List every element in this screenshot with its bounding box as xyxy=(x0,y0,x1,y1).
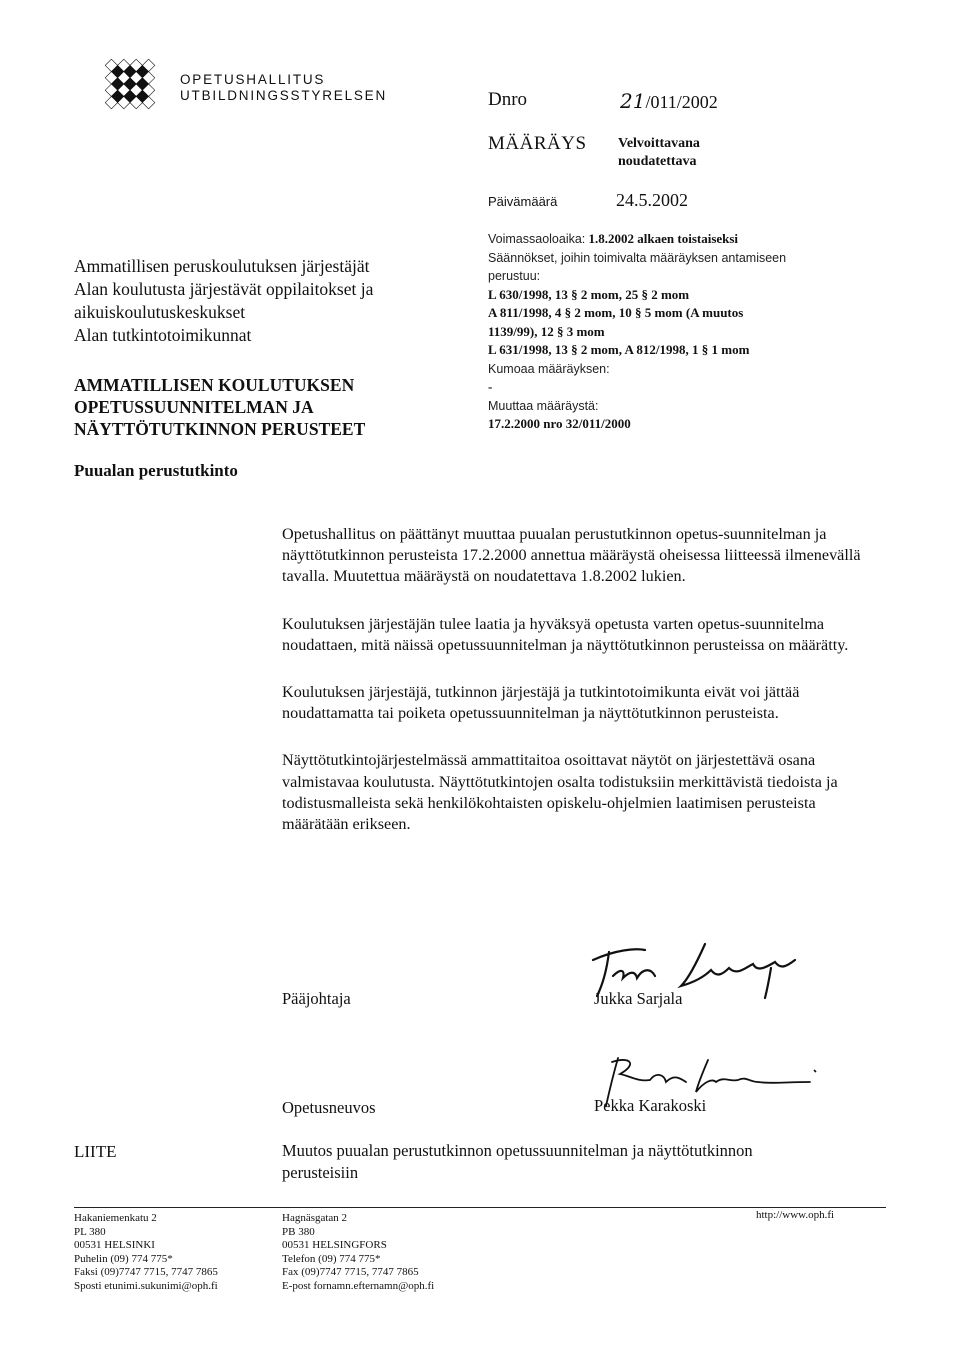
repeals-value: - xyxy=(488,379,493,394)
regulation-info xyxy=(488,230,848,434)
qualification-name: Puualan perustutkinto xyxy=(74,461,238,480)
recipients-list xyxy=(74,255,373,347)
signer-role: Opetusneuvos xyxy=(282,1098,376,1117)
date-value: 24.5.2002 xyxy=(616,190,688,210)
footer-line: Puhelin (09) 774 775* xyxy=(74,1252,173,1265)
basis-line: A 811/1998, 4 § 2 mom, 10 § 5 mom (A muutos xyxy=(488,305,744,320)
body-paragraph: Koulutuksen järjestäjä, tutkinnon järjestäjä ja tutkintotoimikunta eivät voi jättää noudattamatta tai poiketa opetussuunnitelman ja näyttötutkinnon perusteista. xyxy=(282,683,800,723)
org-name-sv: UTBILDNINGSSTYRELSEN xyxy=(180,88,388,103)
attachment-line: Muutos puualan perustutkinnon opetussuunnitelman ja näyttötutkinnon xyxy=(282,1141,753,1160)
signer-name: Pekka Karakoski xyxy=(594,1096,707,1115)
attachment-label: LIITE xyxy=(74,1142,117,1161)
decision-body xyxy=(282,524,882,861)
amends-label: Muuttaa määräystä: xyxy=(488,398,599,413)
footer-line: Sposti etunimi.sukunimi@oph.fi xyxy=(74,1279,218,1292)
attachment-line: perusteisiin xyxy=(282,1163,359,1182)
signer-name: Jukka Sarjala xyxy=(594,989,683,1008)
document-subject xyxy=(74,374,365,440)
footer-line: PB 380 xyxy=(282,1225,315,1238)
basis-label-line-2: perustuu: xyxy=(488,269,541,283)
obligation-line-2: noudatettava xyxy=(618,154,697,169)
document-type: MÄÄRÄYS xyxy=(488,133,587,154)
organization-name xyxy=(180,72,387,104)
body-paragraph: Näyttötutkintojärjestelmässä ammattitaitoa osoittavat näytöt on järjestettävä osana valmistavaa koulutusta. Näyttötutkintojen osalta todistuksiin merkittävistä tiedoista ja todistusmalleista sekä henkilökohtaisten opiskelu-ohjelmien laatimisen perusteista määrätään erikseen. xyxy=(282,751,838,834)
org-name-fi: OPETUSHALLITUS xyxy=(180,72,326,87)
footer-line: Telefon (09) 774 775* xyxy=(282,1252,381,1265)
footer-line: PL 380 xyxy=(74,1225,106,1238)
subject-line: NÄYTTÖTUTKINNON PERUSTEET xyxy=(74,419,366,439)
obligation-note xyxy=(618,135,700,171)
validity-value: 1.8.2002 alkaen toistaiseksi xyxy=(588,231,739,246)
footer-line: 00531 HELSINGFORS xyxy=(282,1239,387,1252)
recipient-line: Alan tutkintotoimikunnat xyxy=(74,325,252,345)
recipient-line: aikuiskoulutuskeskukset xyxy=(74,302,246,322)
footer-line: Hagnäsgatan 2 xyxy=(282,1212,348,1224)
obligation-line-1: Velvoittavana xyxy=(618,136,700,151)
basis-label-line-1: Säännökset, joihin toimivalta määräyksen antamiseen xyxy=(488,250,787,265)
footer-divider xyxy=(74,1207,886,1208)
recipient-line: Ammatillisen peruskoulutuksen järjestäjät xyxy=(74,256,370,276)
basis-line: L 631/1998, 13 § 2 mom, A 812/1998, 1 § 1 mom xyxy=(488,342,750,357)
footer-line: Faksi (09)7747 7715, 7747 7865 xyxy=(74,1266,218,1279)
footer-line: 00531 HELSINKI xyxy=(74,1239,155,1252)
oph-logo xyxy=(82,46,182,122)
subject-line: AMMATILLISEN KOULUTUKSEN xyxy=(74,375,355,395)
attachment-description xyxy=(282,1140,882,1184)
validity-row xyxy=(488,230,848,249)
footer-line: Fax (09)7747 7715, 7747 7865 xyxy=(282,1266,419,1279)
recipient-line: Alan koulutusta järjestävät oppilaitokset ja xyxy=(74,279,374,299)
footer-address-fi xyxy=(74,1212,218,1294)
signer-role: Pääjohtaja xyxy=(282,989,351,1008)
dnro-number-rest: /011/2002 xyxy=(645,92,718,112)
subject-line: OPETUSSUUNNITELMAN JA xyxy=(74,397,314,417)
amends-value: 17.2.2000 nro 32/011/2000 xyxy=(488,416,631,431)
repeals-label: Kumoaa määräyksen: xyxy=(488,361,610,376)
body-paragraph: Koulutuksen järjestäjän tulee laatia ja hyväksyä opetusta varten opetus-suunnitelma noudattaen, mitä näissä opetussuunnitelman ja näyttötutkinnon perusteissa on määrätty. xyxy=(282,614,849,654)
basis-line: L 630/1998, 13 § 2 mom, 25 § 2 mom xyxy=(488,286,690,302)
footer-website-link[interactable]: http://www.oph.fi xyxy=(756,1209,835,1221)
dnro-label: Dnro xyxy=(488,89,528,110)
dnro-value xyxy=(620,89,718,113)
basis-line: 1139/99), 12 § 3 mom xyxy=(488,323,605,339)
date-label: Päivämäärä xyxy=(488,194,558,209)
footer-line: E-post fornamn.efternamn@oph.fi xyxy=(282,1279,435,1292)
dnro-handwritten-number: 21 xyxy=(620,89,646,113)
validity-label: Voimassaoloaika: xyxy=(488,232,586,246)
body-paragraph: Opetushallitus on päättänyt muuttaa puualan perustutkinnon opetus-suunnitelman ja näyttötutkinnon perusteista 17.2.2000 annettua määräystä oheisessa liitteessä ilmenevällä tavalla. Muutettua määräystä on noudatettava 1.8.2002 lukien. xyxy=(282,525,861,586)
footer-address-sv xyxy=(282,1212,434,1294)
footer-line: Hakaniemenkatu 2 xyxy=(74,1212,157,1224)
